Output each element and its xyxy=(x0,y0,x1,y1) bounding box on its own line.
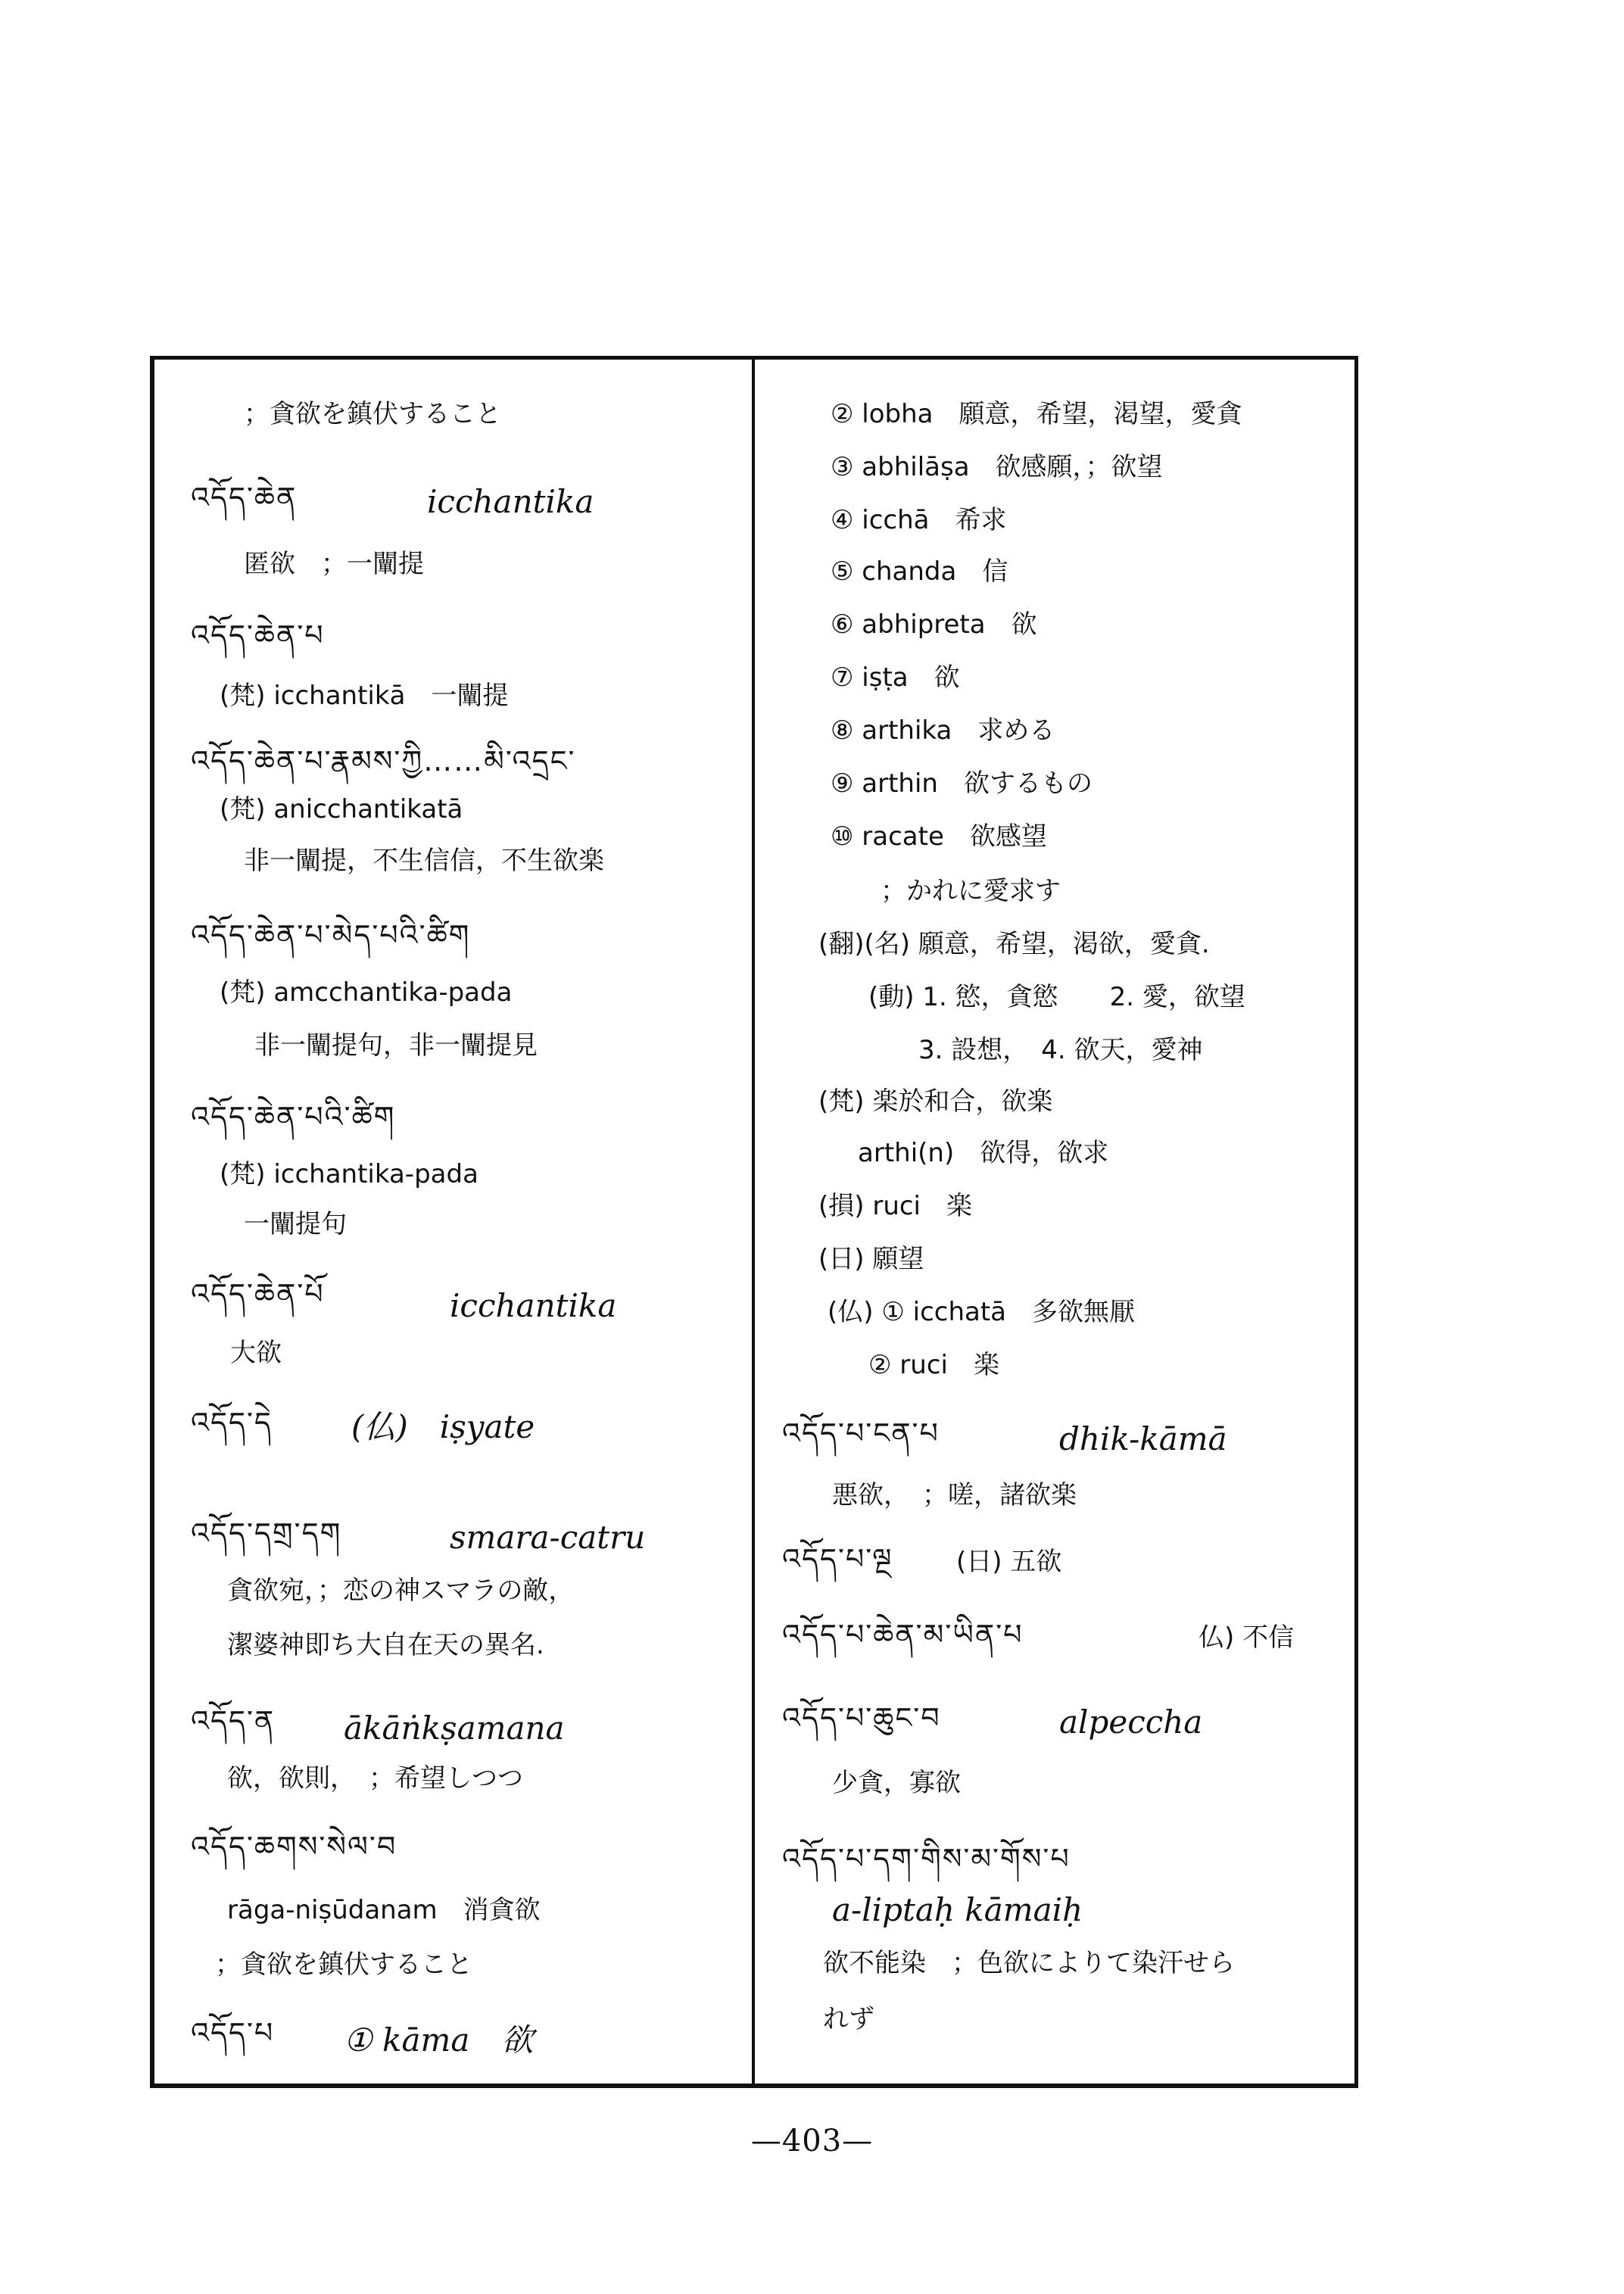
page-number: —403— xyxy=(750,2124,874,2158)
right-column xyxy=(755,356,1357,2088)
sanskrit-term: icchantika xyxy=(450,1287,617,1324)
entry-text: (損) ruci 楽 xyxy=(818,1191,973,1221)
entry-text: 仏) 不信 xyxy=(1199,1622,1295,1653)
entry-text: ⑧ arthika 求める xyxy=(831,715,1055,746)
sanskrit-term: icchantika xyxy=(427,483,594,520)
entry-text: (梵) anicchantikatā xyxy=(220,794,463,824)
entry-text: (梵) icchantikā 一闡提 xyxy=(220,681,509,711)
entry-text: ⑩ racate 欲感望 xyxy=(831,821,1047,852)
entry-text: arthi(n) 欲得，欲求 xyxy=(858,1138,1109,1168)
entry-text: 大欲 xyxy=(230,1338,282,1368)
entry-text: ② ruci 楽 xyxy=(868,1350,999,1380)
entry-text: ③ abhilāṣa 欲感願，；欲望 xyxy=(831,452,1163,482)
tibetan-headword: འདོད་པ་ངན་པ xyxy=(782,1417,940,1450)
sanskrit-term: (仏) iṣyate xyxy=(351,1408,535,1445)
sanskrit-term: ākāṅkṣamana xyxy=(344,1710,565,1747)
sanskrit-term: smara-catru xyxy=(450,1519,646,1556)
entry-text: rāga-niṣūdanam 消貪欲 xyxy=(227,1895,541,1925)
entry-text: 悪欲， ；嗟，諸欲楽 xyxy=(832,1480,1077,1510)
entry-text: ⑥ abhipreta 欲 xyxy=(831,609,1037,640)
entry-text: 貪欲宛，；恋の神スマラの敵， xyxy=(227,1576,575,1606)
tibetan-headword: འདོད་པ xyxy=(191,2016,275,2049)
entry-text: (動) 1. 慾，貪慾 2. 愛，欲望 xyxy=(868,982,1245,1012)
entry-text: 匿欲 ；一闡提 xyxy=(244,549,424,579)
entry-text: (仏) ① icchatā 多欲無厭 xyxy=(828,1297,1136,1327)
left-column xyxy=(154,356,752,2088)
tibetan-headword: འདོད་ཆེན་པ xyxy=(191,619,325,652)
entry-text: 一闡提句 xyxy=(244,1209,347,1239)
tibetan-headword: འདོད་ཆེན་པོ xyxy=(191,1277,325,1311)
tibetan-headword: འདོད་དགྲ་དག xyxy=(191,1516,342,1550)
entry-text: ；貪欲を鎮伏すること xyxy=(215,1950,472,1980)
entry-text: ⑨ arthin 欲するもの xyxy=(831,768,1093,799)
entry-text: (日) 五欲 xyxy=(956,1547,1062,1577)
entry-text: れず xyxy=(823,2004,874,2034)
tibetan-headword: འདོད་ཆགས་སེལ་བ xyxy=(191,1830,397,1863)
entry-text: ② lobha 願意，希望，渇望，愛貪 xyxy=(831,399,1242,429)
entry-text: 非一闡提句，非一闡提見 xyxy=(254,1030,538,1061)
entry-text: ⑦ iṣṭa 欲 xyxy=(831,662,960,693)
entry-text: 少貪，寡欲 xyxy=(832,1768,961,1798)
entry-text: ⑤ chanda 信 xyxy=(831,556,1008,587)
tibetan-headword: འདོད་པ་དག་གིས་མ་གོས་པ xyxy=(782,1842,1071,1875)
entry-text: 欲，欲則， ；希望しつつ xyxy=(227,1763,523,1794)
tibetan-headword: འདོད་པ་ཆུང་བ xyxy=(782,1701,941,1735)
entry-text: (梵) icchantika-pada xyxy=(220,1159,478,1189)
entry-text: (梵) 楽於和合，欲楽 xyxy=(818,1086,1053,1117)
entry-text: ④ icchā 希求 xyxy=(831,505,1007,535)
sanskrit-term: dhik-kāmā xyxy=(1059,1420,1227,1457)
entry-text: 潔婆神即ち大自在天の異名. xyxy=(227,1630,544,1660)
entry-text: (翻)(名) 願意，希望，渇欲，愛貪. xyxy=(818,929,1210,959)
tibetan-headword: འདོད་ཆེན་པ་མེད་པའི་ཚིག xyxy=(191,918,471,952)
sanskrit-term: a-liptaḥ kāmaiḥ xyxy=(832,1891,1083,1928)
tibetan-headword: འདོད་དེ xyxy=(191,1406,273,1439)
tibetan-headword: འདོད་ཆེན་པའི་ཚིག xyxy=(191,1100,396,1133)
entry-text: 非一闡提，不生信信，不生欲楽 xyxy=(244,846,604,876)
entry-text: (梵) amcchantika-pada xyxy=(220,977,513,1008)
tibetan-headword: འདོད་ཆེན xyxy=(191,481,298,514)
tibetan-headword: འདོད་ཆེན་པ་རྣམས་ཀྱི……མི་འདྲང་ xyxy=(191,744,576,778)
entry-text: ；かれに愛求す xyxy=(881,876,1061,906)
tibetan-headword: འདོད་པ་ལྔ xyxy=(782,1542,893,1576)
entry-text: 欲不能染 ；色欲によりて染汗せら xyxy=(823,1948,1235,1978)
sanskrit-term: ① kāma 欲 xyxy=(344,2021,534,2059)
entry-text: 3. 設想， 4. 欲天，愛神 xyxy=(918,1035,1203,1065)
tibetan-headword: འདོད་ན xyxy=(191,1704,276,1738)
sanskrit-term: alpeccha xyxy=(1059,1703,1203,1741)
tibetan-headword: འདོད་པ་ཆེན་མ་ཡིན་པ xyxy=(782,1618,1024,1651)
entry-text: (日) 願望 xyxy=(818,1244,924,1274)
entry-text: ；貪欲を鎮伏すること xyxy=(244,399,501,429)
